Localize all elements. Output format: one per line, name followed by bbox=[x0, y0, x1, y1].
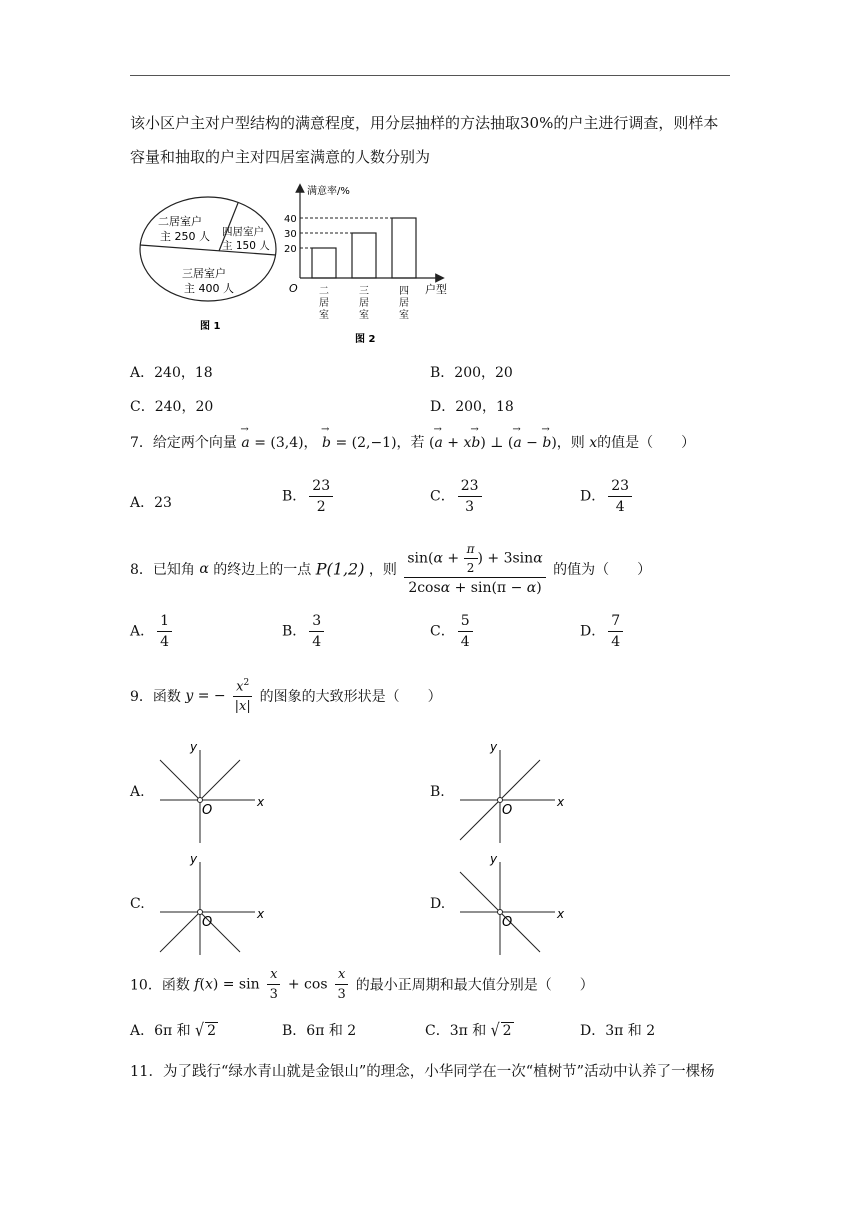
q9-graph-d[interactable] bbox=[455, 850, 575, 960]
q7-option-b[interactable]: B． $\frac{23}{2}$ bbox=[282, 478, 336, 515]
q11-line1: 11．为了践行“绿水青山就是金银山”的理念，小华同学在一次“植树节”活动中认养了一棵杨 bbox=[130, 1064, 715, 1080]
y-tick-label: 30 bbox=[284, 229, 297, 240]
svg-text:O: O bbox=[502, 803, 513, 818]
category-label-2: 三 bbox=[359, 286, 369, 297]
figure-2-bar-chart bbox=[280, 180, 465, 350]
pie-slice-4-line2: 主 150 人 bbox=[222, 240, 270, 252]
y-tick-label: 20 bbox=[284, 244, 297, 255]
category-label-1: 居 bbox=[319, 298, 329, 309]
q8-option-b[interactable]: B． $\frac{3}{4}$ bbox=[282, 613, 327, 650]
q6-option-a[interactable]: A．240，18 bbox=[130, 365, 213, 381]
y-tick-label: 40 bbox=[284, 214, 297, 225]
q6-line1: 该小区户主对户型结构的满意程度，用分层抽样的方法抽取30%的户主进行调查，则样本 bbox=[130, 114, 719, 132]
category-label-2: 居 bbox=[359, 298, 369, 309]
y-axis-label: 满意率/% bbox=[307, 186, 350, 197]
pie-slice-3-line1: 三居室户 bbox=[182, 267, 226, 280]
svg-text:y: y bbox=[490, 852, 498, 866]
q10-option-c[interactable]: C．3π 和 √ 2 bbox=[425, 1021, 512, 1041]
q6-option-c[interactable]: C．240，20 bbox=[130, 399, 214, 415]
q9-graph-c[interactable] bbox=[155, 850, 275, 960]
q9-graph-a[interactable] bbox=[155, 738, 275, 848]
category-label-3: 居 bbox=[399, 298, 409, 309]
svg-text:y: y bbox=[490, 740, 498, 754]
figure-2-caption: 图 2 bbox=[355, 334, 376, 345]
category-label-3: 四 bbox=[399, 286, 409, 297]
bar-1 bbox=[312, 248, 336, 278]
category-label-2: 室 bbox=[359, 310, 369, 321]
svg-text:x: x bbox=[557, 795, 565, 809]
svg-text:x: x bbox=[557, 907, 565, 921]
q9-option-b-label[interactable]: B. bbox=[430, 784, 445, 800]
q6-line2: 容量和抽取的户主对四居室满意的人数分别为 bbox=[130, 148, 431, 166]
svg-text:y: y bbox=[190, 740, 198, 754]
svg-text:x: x bbox=[257, 795, 265, 809]
svg-text:O: O bbox=[202, 915, 213, 930]
svg-text:O: O bbox=[502, 915, 513, 930]
pie-slice-2-line1: 二居室户 bbox=[158, 215, 202, 228]
q7-option-a[interactable]: A．23 bbox=[130, 495, 172, 511]
category-label-1: 二 bbox=[319, 286, 329, 297]
q9-option-c-label[interactable]: C. bbox=[130, 896, 145, 912]
q7-stem: 7．给定两个向量 → a = (3,4)， → b = (2,−1)，若 (→ a + x→ b) ⊥ (→ a − → b)，则 x的值是（ ） bbox=[130, 432, 695, 452]
pie-slice-3-line2: 主 400 人 bbox=[184, 282, 234, 295]
q10-option-b[interactable]: B．6π 和 2 bbox=[282, 1023, 357, 1039]
svg-text:x: x bbox=[257, 907, 265, 921]
q8-stem: 8．已知角 α 的终边上的一点 P(1,2) ，则 sin(α + $\frac{\pi}{2}$ ) + 3sinα 2cosα + sin(π − α) 的值为（ ） bbox=[130, 542, 652, 596]
q8-option-c[interactable]: C． $\frac{5}{4}$ bbox=[430, 613, 476, 650]
figure-1-caption: 图 1 bbox=[200, 321, 221, 332]
svg-text:y: y bbox=[190, 852, 198, 866]
x-axis-label: 户型 bbox=[425, 283, 447, 296]
q9-option-a-label[interactable]: A. bbox=[130, 784, 145, 800]
q6-option-d[interactable]: D．200，18 bbox=[430, 399, 514, 415]
pie-slice-2-line2: 主 250 人 bbox=[160, 230, 210, 243]
q10-stem: 10．函数 f(x) = sin $\frac{x}{3}$ + cos $\frac{x}{3}$ 的最小正周期和最大值分别是（ ） bbox=[130, 967, 594, 1002]
q8-option-a[interactable]: A． $\frac{1}{4}$ bbox=[130, 613, 175, 650]
bar-3 bbox=[392, 218, 416, 278]
q7-option-d[interactable]: D． $\frac{23}{4}$ bbox=[580, 478, 635, 515]
origin-label: O bbox=[289, 282, 298, 295]
q10-option-a[interactable]: A．6π 和 √ 2 bbox=[130, 1021, 216, 1041]
q10-option-d[interactable]: D．3π 和 2 bbox=[580, 1023, 656, 1039]
q8-option-d[interactable]: D． $\frac{7}{4}$ bbox=[580, 613, 626, 650]
bar-2 bbox=[352, 233, 376, 278]
q6-option-b[interactable]: B．200，20 bbox=[430, 365, 513, 381]
svg-text:O: O bbox=[202, 803, 213, 818]
header-rule bbox=[130, 75, 730, 76]
figure-1-pie bbox=[138, 195, 288, 335]
pie-slice-4-line1: 四居室户 bbox=[222, 226, 264, 238]
category-label-3: 室 bbox=[399, 310, 409, 321]
q9-option-d-label[interactable]: D. bbox=[430, 896, 446, 912]
q9-stem: 9．函数 y = − $\frac{x^2}{|x|}$ 的图象的大致形状是（ ） bbox=[130, 678, 442, 715]
q9-graph-b[interactable] bbox=[455, 738, 575, 848]
category-label-1: 室 bbox=[319, 310, 329, 321]
q7-option-c[interactable]: C． $\frac{23}{3}$ bbox=[430, 478, 485, 515]
